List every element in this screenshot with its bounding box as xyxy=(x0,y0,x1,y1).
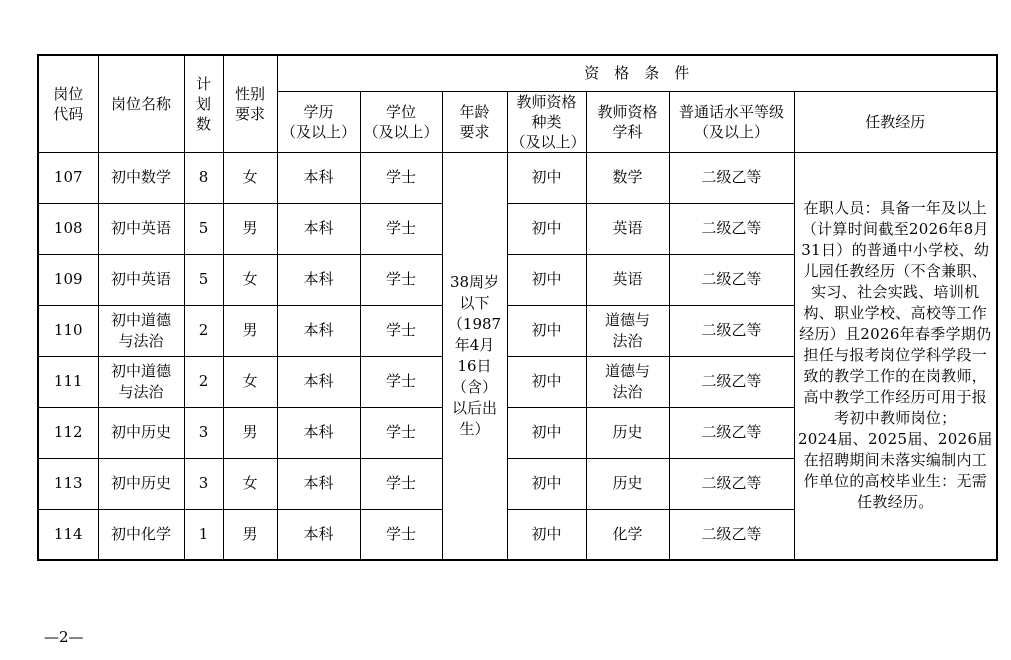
cell-code: 112 xyxy=(38,407,98,458)
cell-gender: 女 xyxy=(223,356,277,407)
cell-plan: 5 xyxy=(184,203,223,254)
cell-education: 本科 xyxy=(277,305,360,356)
cell-plan: 3 xyxy=(184,458,223,509)
cell-code: 107 xyxy=(38,152,98,203)
cell-cert-type: 初中 xyxy=(507,509,586,560)
header-cert-subject: 教师资格 学科 xyxy=(586,91,669,152)
header-gender: 性别 要求 xyxy=(223,55,277,152)
header-education: 学历 （及以上） xyxy=(277,91,360,152)
cell-name: 初中数学 xyxy=(98,152,184,203)
cell-name: 初中化学 xyxy=(98,509,184,560)
cell-education: 本科 xyxy=(277,509,360,560)
cell-subject: 英语 xyxy=(586,254,669,305)
cell-code: 108 xyxy=(38,203,98,254)
header-cert-type: 教师资格 种类 （及以上） xyxy=(507,91,586,152)
cell-name: 初中英语 xyxy=(98,203,184,254)
cell-degree: 学士 xyxy=(360,407,442,458)
cell-subject: 历史 xyxy=(586,407,669,458)
cell-name: 初中道德 与法治 xyxy=(98,356,184,407)
cell-code: 109 xyxy=(38,254,98,305)
cell-plan: 1 xyxy=(184,509,223,560)
header-plan: 计 划 数 xyxy=(184,55,223,152)
header-age: 年龄 要求 xyxy=(442,91,507,152)
cell-gender: 男 xyxy=(223,407,277,458)
cell-mandarin: 二级乙等 xyxy=(669,356,794,407)
cell-degree: 学士 xyxy=(360,305,442,356)
cell-mandarin: 二级乙等 xyxy=(669,509,794,560)
cell-gender: 女 xyxy=(223,458,277,509)
cell-plan: 3 xyxy=(184,407,223,458)
cell-degree: 学士 xyxy=(360,203,442,254)
cell-cert-type: 初中 xyxy=(507,305,586,356)
experience-requirement: 在职人员：具备一年及以上（计算时间截至2026年8月31日）的普通中小学校、幼儿园任教经历（不含兼职、实习、社会实践、培训机构、职业学校、高校等工作经历）且2026年春季学期仍担任与报考岗位学科学段一致的教学工作的在岗教师，高中教学工作经历可用于报考初中教师岗位； 2024届、2025届、2026届在招聘期间未落实编制内工作单位的高校毕业生：无需任教经历。 xyxy=(794,152,997,560)
cell-mandarin: 二级乙等 xyxy=(669,458,794,509)
cell-mandarin: 二级乙等 xyxy=(669,152,794,203)
cell-gender: 男 xyxy=(223,305,277,356)
recruitment-table xyxy=(37,54,998,561)
cell-code: 113 xyxy=(38,458,98,509)
cell-degree: 学士 xyxy=(360,356,442,407)
header-code: 岗位 代码 xyxy=(38,55,98,152)
cell-cert-type: 初中 xyxy=(507,407,586,458)
age-requirement: 38周岁以下（1987年4月16日（含）以后出生） xyxy=(442,152,507,560)
cell-plan: 2 xyxy=(184,356,223,407)
cell-gender: 男 xyxy=(223,509,277,560)
cell-plan: 2 xyxy=(184,305,223,356)
cell-code: 114 xyxy=(38,509,98,560)
cell-gender: 女 xyxy=(223,254,277,305)
cell-name: 初中英语 xyxy=(98,254,184,305)
cell-gender: 男 xyxy=(223,203,277,254)
cell-education: 本科 xyxy=(277,458,360,509)
header-degree: 学位 （及以上） xyxy=(360,91,442,152)
cell-subject: 英语 xyxy=(586,203,669,254)
cell-cert-type: 初中 xyxy=(507,458,586,509)
cell-subject: 化学 xyxy=(586,509,669,560)
cell-code: 111 xyxy=(38,356,98,407)
cell-name: 初中历史 xyxy=(98,407,184,458)
cell-degree: 学士 xyxy=(360,458,442,509)
cell-plan: 8 xyxy=(184,152,223,203)
header-name: 岗位名称 xyxy=(98,55,184,152)
cell-cert-type: 初中 xyxy=(507,203,586,254)
cell-degree: 学士 xyxy=(360,509,442,560)
cell-education: 本科 xyxy=(277,407,360,458)
cell-mandarin: 二级乙等 xyxy=(669,203,794,254)
cell-name: 初中历史 xyxy=(98,458,184,509)
cell-degree: 学士 xyxy=(360,254,442,305)
cell-cert-type: 初中 xyxy=(507,356,586,407)
cell-education: 本科 xyxy=(277,152,360,203)
cell-mandarin: 二级乙等 xyxy=(669,305,794,356)
cell-subject: 数学 xyxy=(586,152,669,203)
cell-code: 110 xyxy=(38,305,98,356)
header-experience: 任教经历 xyxy=(794,91,997,152)
header-conditions: 资 格 条 件 xyxy=(277,55,997,91)
header-mandarin: 普通话水平等级 （及以上） xyxy=(669,91,794,152)
cell-education: 本科 xyxy=(277,203,360,254)
cell-name: 初中道德 与法治 xyxy=(98,305,184,356)
cell-cert-type: 初中 xyxy=(507,254,586,305)
cell-education: 本科 xyxy=(277,254,360,305)
cell-subject: 道德与 法治 xyxy=(586,305,669,356)
cell-mandarin: 二级乙等 xyxy=(669,254,794,305)
cell-subject: 道德与 法治 xyxy=(586,356,669,407)
cell-cert-type: 初中 xyxy=(507,152,586,203)
cell-mandarin: 二级乙等 xyxy=(669,407,794,458)
cell-subject: 历史 xyxy=(586,458,669,509)
page-number: —2— xyxy=(44,628,84,646)
table-row xyxy=(38,152,997,203)
cell-gender: 女 xyxy=(223,152,277,203)
cell-plan: 5 xyxy=(184,254,223,305)
cell-degree: 学士 xyxy=(360,152,442,203)
cell-education: 本科 xyxy=(277,356,360,407)
